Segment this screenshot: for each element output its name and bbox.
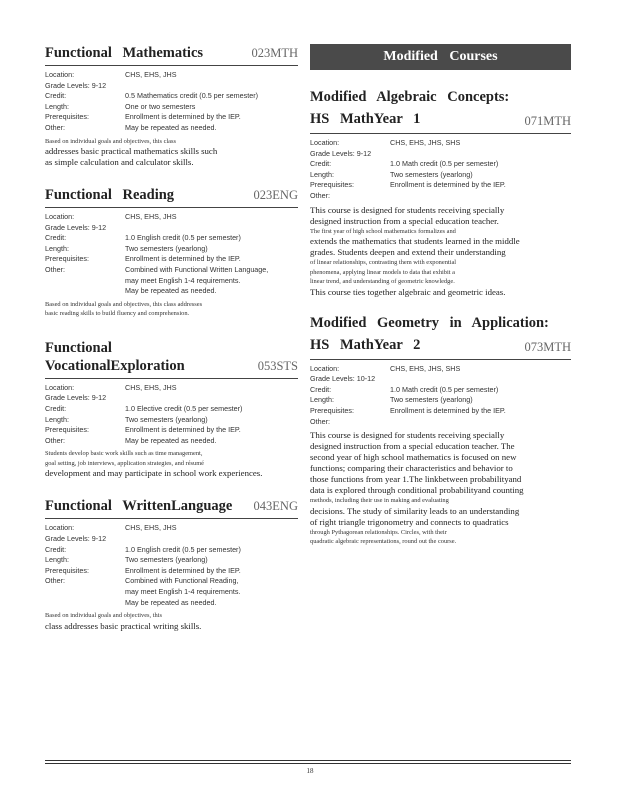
course-entry — [310, 86, 571, 298]
course-header — [45, 44, 298, 62]
detail-value-line: May be repeated as needed. — [125, 597, 217, 607]
detail-label: Prerequisites: — [45, 565, 89, 575]
detail-label: Credit: — [310, 159, 332, 169]
detail-value — [390, 417, 571, 428]
detail-row — [45, 244, 298, 255]
detail-value — [390, 149, 571, 160]
course-details — [310, 138, 571, 202]
description-line: of linear relationships, contrasting them with exponential — [310, 259, 457, 267]
detail-row — [310, 374, 571, 385]
course-code: 023MTH — [251, 46, 298, 60]
description-line: functions; comparing their characteristics and behavior to — [310, 463, 513, 474]
description-line: designed instruction from a special education teacher. The — [310, 441, 515, 452]
detail-label: Prerequisites: — [45, 425, 89, 435]
detail-value — [390, 170, 571, 181]
detail-value — [125, 244, 298, 255]
detail-label: Other: — [45, 265, 65, 275]
detail-row — [310, 180, 571, 191]
course-details — [45, 70, 298, 134]
detail-row — [45, 212, 298, 223]
detail-row — [45, 233, 298, 244]
description-line: basic reading skills to build fluency and comprehension. — [45, 310, 190, 318]
description-line: addresses basic practical mathematics skills such — [45, 146, 218, 157]
course-code: 023ENG — [253, 188, 298, 203]
detail-value — [125, 425, 298, 436]
description-line: data is explored through conditional probabilityand counting — [310, 485, 524, 496]
detail-value — [125, 576, 298, 608]
description-line: phenomena, applying linear models to data that exhibit a — [310, 268, 455, 276]
course-entry — [45, 186, 298, 319]
detail-row — [45, 436, 298, 447]
course-details — [45, 383, 298, 447]
detail-value-line: Combined with Functional Written Language, — [125, 265, 269, 275]
detail-value-line: Enrollment is determined by the IEP. — [390, 405, 506, 415]
course-title-line2: HS MathYear 2 — [310, 336, 421, 353]
detail-value — [125, 102, 298, 113]
detail-label: Grade Levels: 9-12 — [45, 393, 107, 403]
description-line: decisions. The study of similarity leads to an understanding — [310, 505, 520, 516]
detail-label: Location: — [310, 363, 340, 373]
course-entry — [45, 44, 298, 168]
detail-label: Credit: — [45, 91, 67, 101]
description-line: Based on individual goals and objectives, this — [45, 612, 162, 620]
course-header — [45, 497, 298, 515]
detail-row — [45, 81, 298, 92]
course-code: 043ENG — [253, 499, 298, 514]
detail-value — [125, 233, 298, 244]
detail-row — [45, 265, 298, 297]
detail-row — [45, 112, 298, 123]
course-description — [45, 449, 298, 479]
detail-label: Grade Levels: 9-12 — [45, 533, 107, 543]
course-title-line2: HS MathYear 1 — [310, 111, 421, 127]
detail-value — [125, 523, 298, 534]
detail-row — [310, 191, 571, 202]
detail-label: Location: — [45, 70, 75, 79]
title-rule — [310, 359, 571, 360]
detail-row — [310, 159, 571, 170]
description-line: goal setting, job interviews, application strategies, and résumé — [45, 459, 205, 467]
detail-row — [45, 555, 298, 566]
detail-label: Grade Levels: 10-12 — [310, 374, 376, 384]
description-line: grades. Students deepen and extend their understanding — [310, 247, 506, 258]
title-rule — [45, 207, 298, 208]
detail-label: Prerequisites: — [45, 112, 89, 122]
detail-value — [390, 364, 571, 375]
detail-row — [45, 223, 298, 234]
course-entry — [310, 312, 571, 547]
description-line: linear trend, and understanding of geometric knowledge. — [310, 278, 455, 286]
course-description — [45, 137, 298, 169]
detail-value — [125, 383, 298, 394]
detail-value — [125, 415, 298, 426]
detail-row — [45, 70, 298, 81]
description-line: This course is designed for students receiving specially — [310, 204, 505, 215]
course-title: Functional WrittenLanguage — [45, 498, 233, 515]
description-line: second year of high school mathematics is focused on new — [310, 452, 517, 463]
description-line: designed instruction from a special education teacher. — [310, 215, 499, 226]
course-title: Modified Geometry in Application: — [310, 314, 549, 331]
course-details — [45, 212, 298, 297]
detail-value-line: Enrollment is determined by the IEP. — [125, 112, 241, 122]
description-line: This course is designed for students receiving specially — [310, 430, 505, 441]
detail-value — [125, 123, 298, 134]
course-header — [310, 108, 571, 130]
detail-row — [45, 566, 298, 577]
detail-label: Length: — [310, 169, 334, 179]
detail-row — [45, 254, 298, 265]
detail-row — [45, 393, 298, 404]
detail-value-line: CHS, EHS, JHS, SHS — [390, 138, 461, 147]
description-line: methods, including their use in making and evaluating — [310, 497, 449, 505]
detail-value — [125, 81, 298, 92]
course-details — [45, 523, 298, 608]
detail-value — [125, 436, 298, 447]
detail-label: Length: — [45, 101, 69, 111]
detail-value — [125, 223, 298, 234]
detail-row — [310, 417, 571, 428]
detail-value — [390, 159, 571, 170]
detail-label: Location: — [310, 138, 340, 147]
detail-value-line: May be repeated as needed. — [125, 286, 217, 296]
description-line: This course ties together algebraic and geometric ideas. — [310, 286, 506, 297]
detail-value-line: CHS, EHS, JHS — [125, 212, 177, 222]
course-details — [310, 364, 571, 428]
description-line: through Pythagorean relationships. Circles, with their — [310, 528, 447, 536]
description-line: Based on individual goals and objectives, this class — [45, 137, 176, 145]
course-title: Functional Reading — [45, 187, 175, 204]
detail-label: Grade Levels: 9-12 — [310, 148, 372, 158]
detail-value — [125, 91, 298, 102]
modified-courses-banner: Modified Courses — [310, 44, 571, 70]
description-line: class addresses basic practical writing skills. — [45, 620, 202, 631]
detail-label: Other: — [45, 122, 65, 132]
detail-label: Location: — [45, 382, 75, 392]
detail-label: Length: — [310, 395, 334, 405]
detail-row — [45, 383, 298, 394]
title-rule — [45, 378, 298, 379]
detail-row — [45, 545, 298, 556]
detail-value-line: Enrollment is determined by the IEP. — [390, 180, 506, 190]
detail-value-line: Two semesters (yearlong) — [125, 414, 208, 424]
detail-label: Location: — [45, 212, 75, 222]
detail-row — [310, 395, 571, 406]
detail-label: Credit: — [45, 404, 67, 413]
detail-value-line: may meet English 1-4 requirements. — [125, 586, 241, 596]
detail-row — [45, 534, 298, 545]
detail-row — [310, 149, 571, 160]
detail-row — [310, 170, 571, 181]
detail-label: Credit: — [310, 384, 332, 394]
course-header — [45, 339, 298, 375]
detail-value-line: CHS, EHS, JHS — [125, 70, 177, 79]
detail-value — [390, 191, 571, 202]
detail-value — [125, 545, 298, 556]
detail-label: Other: — [310, 190, 330, 200]
page-number: 18 — [306, 767, 314, 775]
course-header — [310, 334, 571, 356]
title-rule — [45, 518, 298, 519]
detail-label: Prerequisites: — [310, 405, 354, 415]
detail-value — [125, 393, 298, 404]
course-header — [45, 186, 298, 204]
detail-label: Length: — [45, 243, 69, 253]
detail-row — [45, 576, 298, 608]
course-description — [310, 430, 571, 547]
detail-value-line: 1.0 Math credit (0.5 per semester) — [390, 159, 499, 169]
detail-row — [45, 102, 298, 113]
left-column — [45, 44, 298, 632]
course-code: 073MTH — [524, 339, 571, 354]
course-description — [45, 611, 298, 632]
detail-value — [125, 566, 298, 577]
detail-label: Other: — [45, 576, 65, 586]
detail-value — [390, 374, 571, 385]
detail-value-line: May be repeated as needed. — [125, 122, 217, 132]
course-code: 053STS — [257, 358, 298, 373]
course-title: Functional VocationalExploration — [45, 339, 185, 374]
detail-value — [125, 70, 298, 81]
detail-value — [125, 112, 298, 123]
detail-value — [390, 138, 571, 149]
detail-label: Prerequisites: — [310, 180, 354, 190]
right-course-list — [310, 86, 571, 547]
detail-label: Length: — [45, 555, 69, 565]
detail-value-line: One or two semesters — [125, 101, 196, 111]
detail-value-line: Two semesters (yearlong) — [390, 169, 473, 179]
detail-value-line: CHS, EHS, JHS, SHS — [390, 363, 461, 373]
detail-row — [45, 415, 298, 426]
course-entry — [45, 497, 298, 631]
detail-value-line: May be repeated as needed. — [125, 435, 217, 445]
detail-value-line: Two semesters (yearlong) — [125, 243, 208, 253]
detail-row — [45, 404, 298, 415]
detail-value-line: Enrollment is determined by the IEP. — [125, 425, 241, 435]
detail-label: Location: — [45, 523, 75, 533]
description-line: development and may participate in school work experiences. — [45, 468, 263, 479]
detail-value-line: Enrollment is determined by the IEP. — [125, 254, 241, 264]
description-line: those functions from year 1.The linkbetween probabilityand — [310, 474, 522, 485]
description-line: as simple calculation and calculator skills. — [45, 157, 194, 168]
detail-value — [125, 265, 298, 297]
detail-row — [45, 523, 298, 534]
detail-row — [310, 138, 571, 149]
detail-label: Credit: — [45, 233, 67, 243]
right-column — [310, 44, 571, 547]
description-line: quadratic algebraic representations, round out the course. — [310, 538, 457, 546]
description-line: The first year of high school mathematics formalizes and — [310, 227, 456, 235]
detail-row — [45, 425, 298, 436]
detail-value-line: 0.5 Mathematics credit (0.5 per semester) — [125, 91, 259, 101]
detail-value — [390, 395, 571, 406]
detail-value-line: CHS, EHS, JHS — [125, 523, 177, 533]
detail-value — [125, 254, 298, 265]
course-code: 071MTH — [524, 114, 571, 128]
course-title: Modified Algebraic Concepts: — [310, 89, 510, 105]
detail-label: Other: — [310, 416, 330, 426]
description-line: extends the mathematics that students learned in the middle — [310, 236, 520, 247]
detail-value — [390, 385, 571, 396]
detail-value — [125, 404, 298, 415]
detail-value-line: 1.0 Elective credit (0.5 per semester) — [125, 404, 243, 413]
detail-label: Grade Levels: 9-12 — [45, 80, 107, 90]
detail-value — [125, 555, 298, 566]
detail-value-line: Two semesters (yearlong) — [125, 555, 208, 565]
detail-value-line: 1.0 Math credit (0.5 per semester) — [390, 384, 499, 394]
detail-value — [390, 180, 571, 191]
detail-row — [310, 406, 571, 417]
detail-value-line: Enrollment is determined by the IEP. — [125, 565, 241, 575]
course-description — [310, 205, 571, 298]
detail-value — [125, 534, 298, 545]
title-rule — [45, 65, 298, 66]
detail-row — [310, 364, 571, 375]
detail-label: Prerequisites: — [45, 254, 89, 264]
detail-value-line: 1.0 English credit (0.5 per semester) — [125, 233, 241, 243]
course-title: Functional Mathematics — [45, 45, 204, 61]
course-description — [45, 300, 298, 319]
detail-value-line: Two semesters (yearlong) — [390, 395, 473, 405]
title-rule — [310, 133, 571, 134]
footer-rule — [45, 760, 571, 761]
course-entry — [45, 339, 298, 480]
detail-label: Credit: — [45, 544, 67, 554]
detail-label: Grade Levels: 9-12 — [45, 222, 107, 232]
detail-value — [390, 406, 571, 417]
detail-label: Other: — [45, 435, 65, 445]
detail-value-line: 1.0 English credit (0.5 per semester) — [125, 544, 241, 554]
detail-row — [45, 123, 298, 134]
description-line: Based on individual goals and objectives, this class addresses — [45, 300, 203, 308]
detail-label: Length: — [45, 414, 69, 424]
detail-row — [310, 385, 571, 396]
detail-value-line: Combined with Functional Reading, — [125, 576, 239, 586]
detail-value-line: may meet English 1-4 requirements. — [125, 275, 241, 285]
description-line: of right triangle trigonometry and connects to quadratics — [310, 516, 509, 527]
detail-value — [125, 212, 298, 223]
detail-value-line: CHS, EHS, JHS — [125, 382, 177, 392]
detail-row — [45, 91, 298, 102]
footer-rule — [45, 763, 571, 764]
description-line: Students develop basic work skills such as time management, — [45, 450, 203, 458]
